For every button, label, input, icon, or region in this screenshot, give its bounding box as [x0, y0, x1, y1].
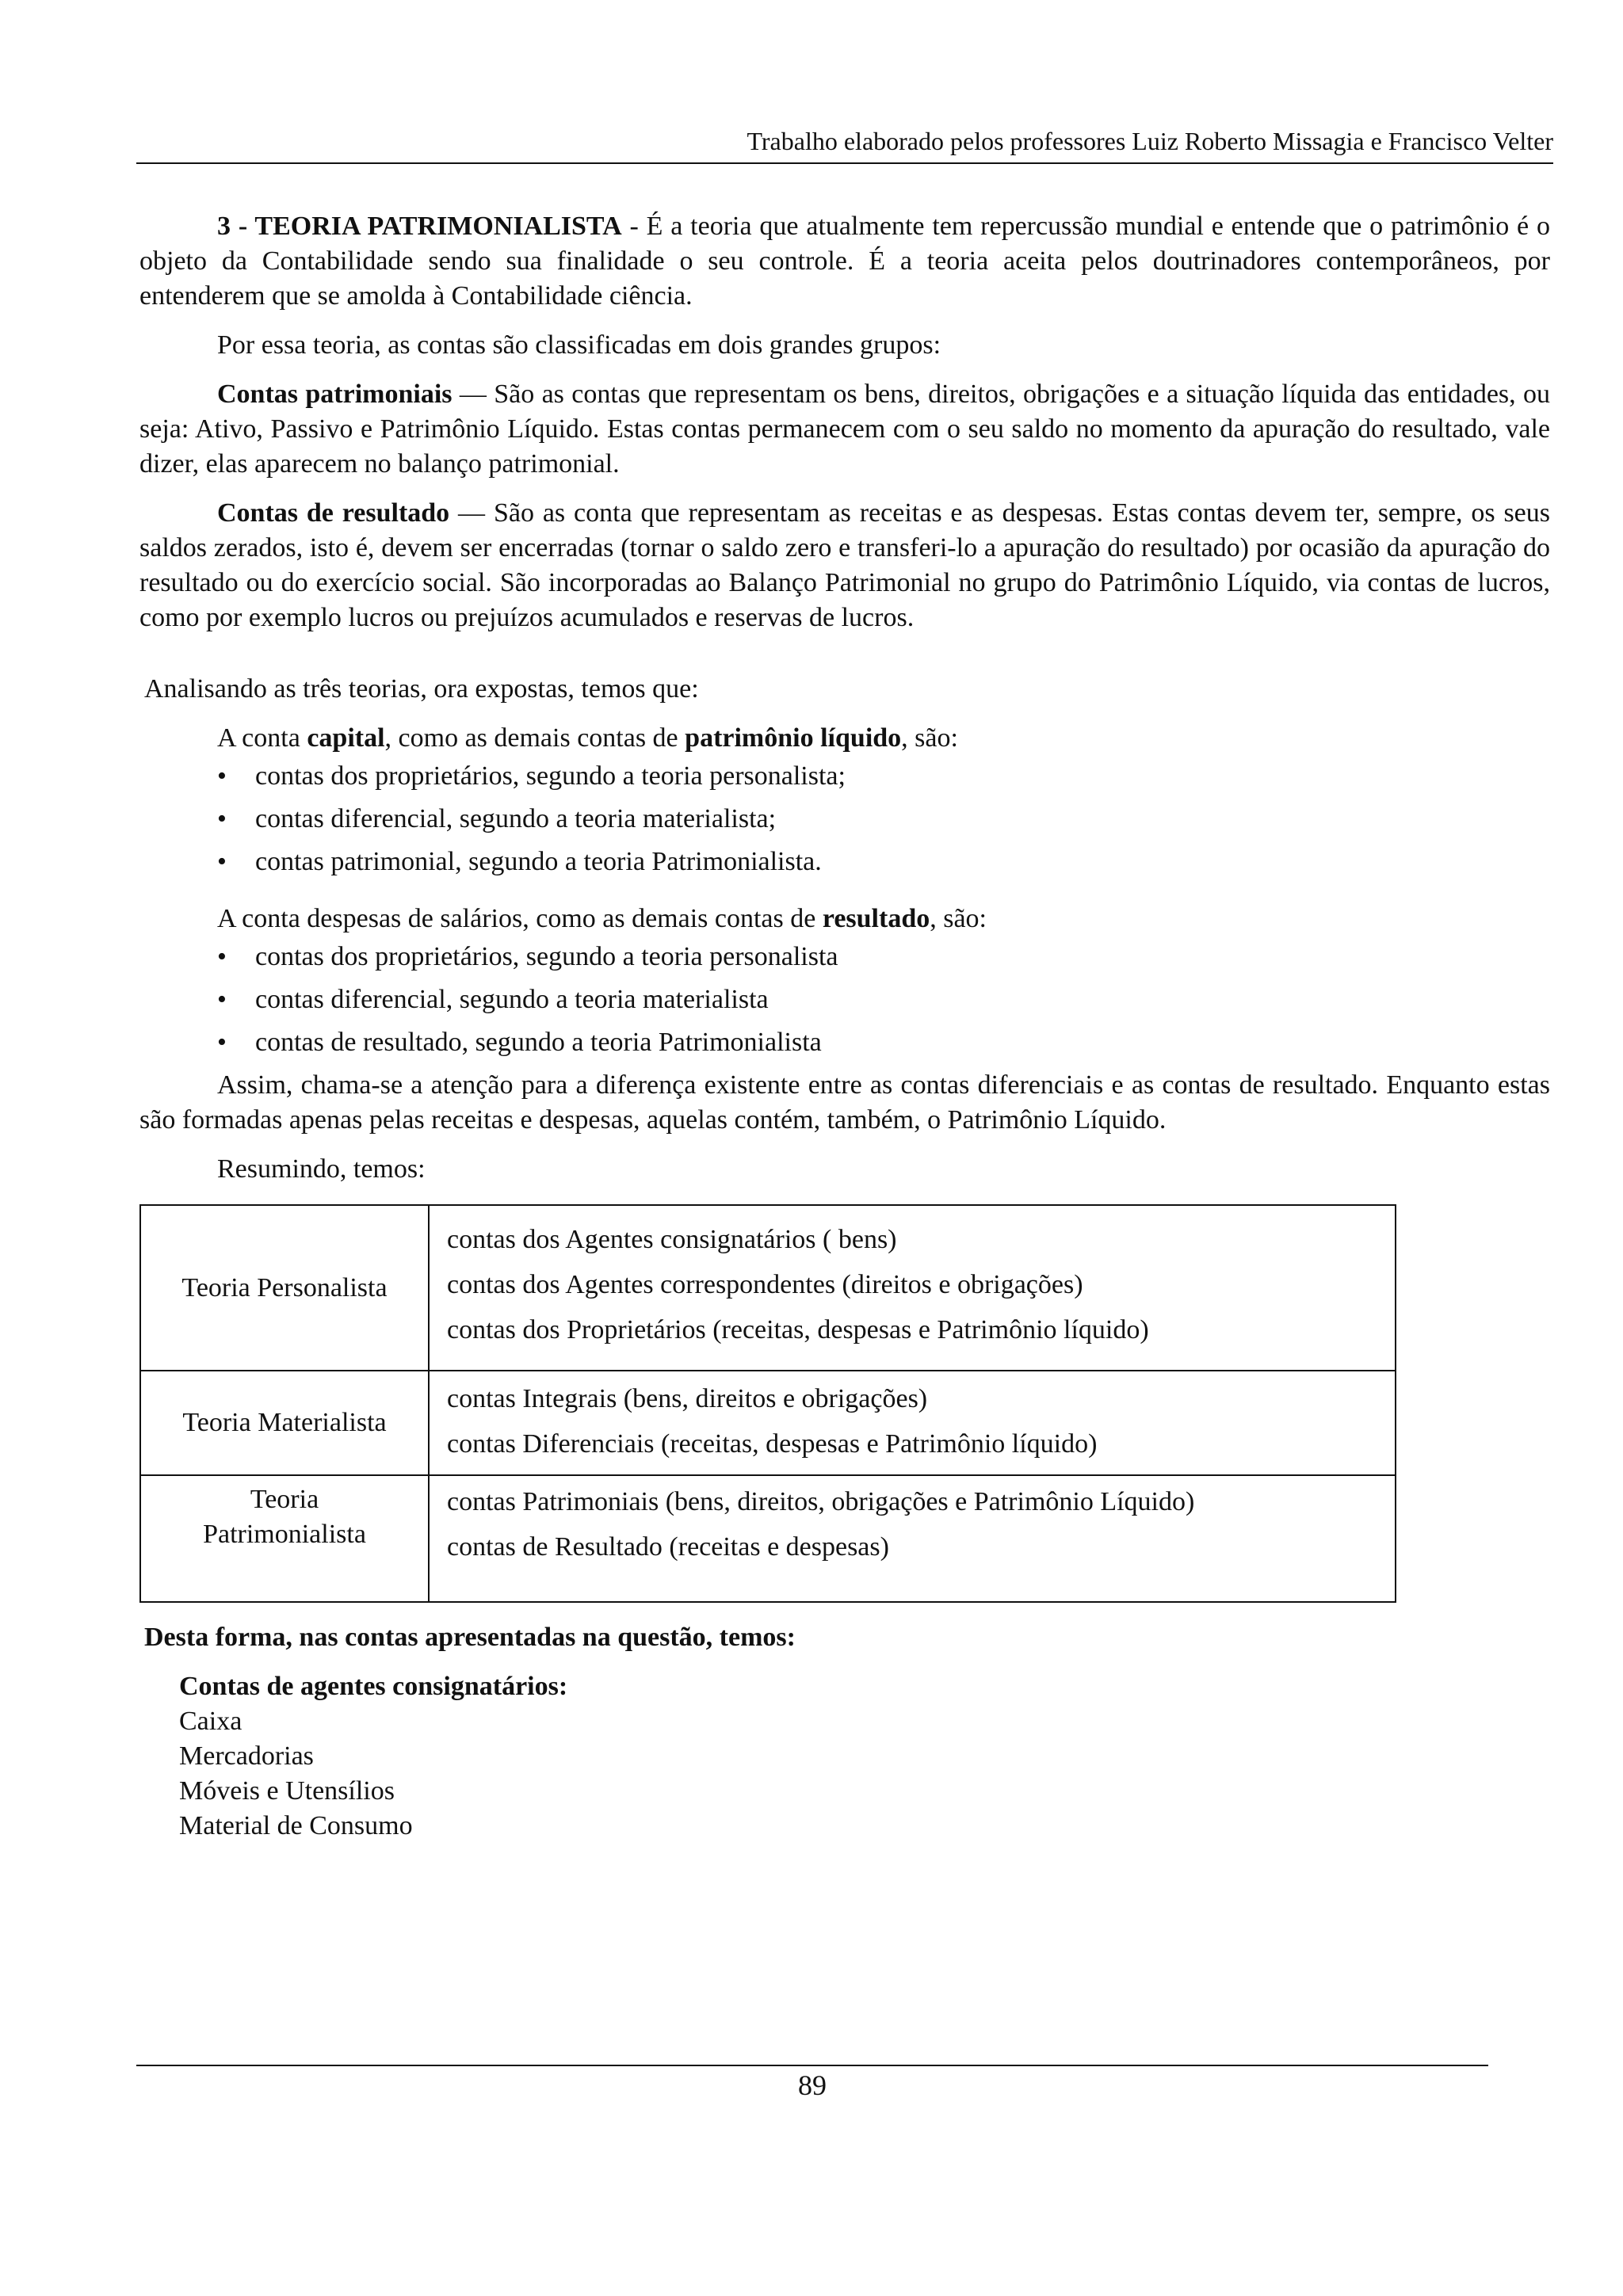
despesas-pre: A conta despesas de salários, como as demais contas de: [217, 904, 823, 933]
groups-paragraph: Por essa teoria, as contas são classificadas em dois grandes grupos:: [217, 330, 941, 360]
account-item: contas dos Agentes correspondentes (direitos e obrigações): [447, 1270, 1083, 1299]
account-item: contas Integrais (bens, direitos e obrigações): [447, 1384, 928, 1413]
patrimonio-liquido-bold: patrimônio líquido: [685, 723, 902, 753]
section-title: 3 - TEORIA PATRIMONIALISTA: [217, 212, 622, 241]
capital-list: [139, 759, 1550, 879]
header-rule: [136, 162, 1553, 164]
page-content: [139, 209, 1550, 1844]
list-item: • contas patrimonial, segundo a teoria Patrimonialista.: [139, 845, 1550, 879]
account-item: contas dos Proprietários (receitas, despesas e Patrimônio líquido): [447, 1315, 1149, 1344]
theory-accounts: [429, 1205, 1396, 1371]
resultado-bold: resultado: [822, 904, 930, 933]
list-item: • contas dos proprietários, segundo a teoria personalista;: [139, 759, 1550, 794]
list-item: • contas diferencial, segundo a teoria materialista: [139, 982, 1550, 1017]
list-item: Móveis e Utensílios: [179, 1776, 395, 1806]
analysis-intro: Analisando as três teorias, ora expostas, temos que:: [144, 674, 699, 704]
page-header: Trabalho elaborado pelos professores Luiz Roberto Missagia e Francisco Velter: [747, 127, 1553, 155]
account-item: contas Diferenciais (receitas, despesas e Patrimônio líquido): [447, 1429, 1098, 1459]
account-item: contas de Resultado (receitas e despesas): [447, 1532, 889, 1562]
capital-mid: , como as demais contas de: [384, 723, 685, 753]
list-item: Caixa: [179, 1707, 242, 1736]
list-item: • contas dos proprietários, segundo a teoria personalista: [139, 940, 1550, 974]
agents-block: [139, 1669, 1550, 1844]
table-row: [140, 1371, 1396, 1475]
capital-pre: A conta: [217, 723, 307, 753]
resultado-text: — São as conta que representam as receitas e as despesas. Estas contas devem ter, sempre, os seus saldos zerados, isto é, devem ser encerradas (tornar o saldo zero e transferi-lo a apuração do resultado) por ocasião da apuração do resultado ou do exercício social. São incorporadas ao Balanço Patrimonial no grupo do Patrimônio Líquido, via contas de lucros, como por exemplo lucros ou prejuízos acumulados e reservas de lucros.: [139, 498, 1550, 632]
despesas-list: [139, 940, 1550, 1060]
theory-accounts: [429, 1475, 1396, 1602]
patrimoniais-text: — São as contas que representam os bens, direitos, obrigações e a situação líquida das entidades, ou seja: Ativo, Passivo e Patrimônio Líquido. Estas contas permanecem com o seu saldo no momento da apuração do resultado, vale dizer, elas aparecem no balanço patrimonial.: [139, 379, 1550, 479]
agents-title: Contas de agentes consignatários:: [179, 1672, 568, 1701]
theory-line: Teoria: [250, 1485, 319, 1514]
theory-accounts: [429, 1371, 1396, 1475]
conclusion: Desta forma, nas contas apresentadas na questão, temos:: [144, 1623, 796, 1652]
theory-personalista: Teoria Personalista: [140, 1205, 429, 1371]
list-item: Mercadorias: [179, 1741, 314, 1771]
section-intro-paragraph: [139, 209, 1550, 314]
theory-patrimonialista: [140, 1475, 429, 1602]
account-item: contas Patrimoniais (bens, direitos, obrigações e Patrimônio Líquido): [447, 1487, 1195, 1516]
list-item: • contas diferencial, segundo a teoria materialista;: [139, 802, 1550, 837]
despesas-post: , são:: [930, 904, 987, 933]
capital-post: , são:: [901, 723, 958, 753]
list-item: • contas de resultado, segundo a teoria Patrimonialista: [139, 1025, 1550, 1060]
table-row: [140, 1205, 1396, 1371]
theory-line: Patrimonialista: [203, 1520, 366, 1549]
resultado-paragraph: [139, 496, 1550, 635]
capital-bold: capital: [307, 723, 385, 753]
attention-paragraph: Assim, chama-se a atenção para a diferença existente entre as contas diferenciais e as contas de resultado. Enquanto estas são formadas apenas pelas receitas e despesas, aquelas contém, também, o Patrimônio Líquido.: [139, 1070, 1550, 1135]
table-row: [140, 1475, 1396, 1602]
patrimoniais-label: Contas patrimoniais: [217, 379, 453, 409]
resultado-label: Contas de resultado: [217, 498, 450, 528]
section-intro-text: - É a teoria que atualmente tem repercussão mundial e entende que o patrimônio é o objeto da Contabilidade sendo sua finalidade o seu controle. É a teoria aceita pelos doutrinadores contemporâneos, por entenderem que se amolda à Contabilidade ciência.: [139, 212, 1550, 311]
despesas-paragraph: [139, 902, 1550, 936]
list-item: Material de Consumo: [179, 1811, 413, 1840]
summary-intro: Resumindo, temos:: [217, 1154, 426, 1184]
capital-paragraph: [139, 721, 1550, 756]
summary-table: [139, 1204, 1396, 1603]
theory-materialista: Teoria Materialista: [140, 1371, 429, 1475]
patrimoniais-paragraph: [139, 377, 1550, 482]
account-item: contas dos Agentes consignatários ( bens): [447, 1225, 897, 1254]
page-number: 89: [798, 2069, 827, 2101]
